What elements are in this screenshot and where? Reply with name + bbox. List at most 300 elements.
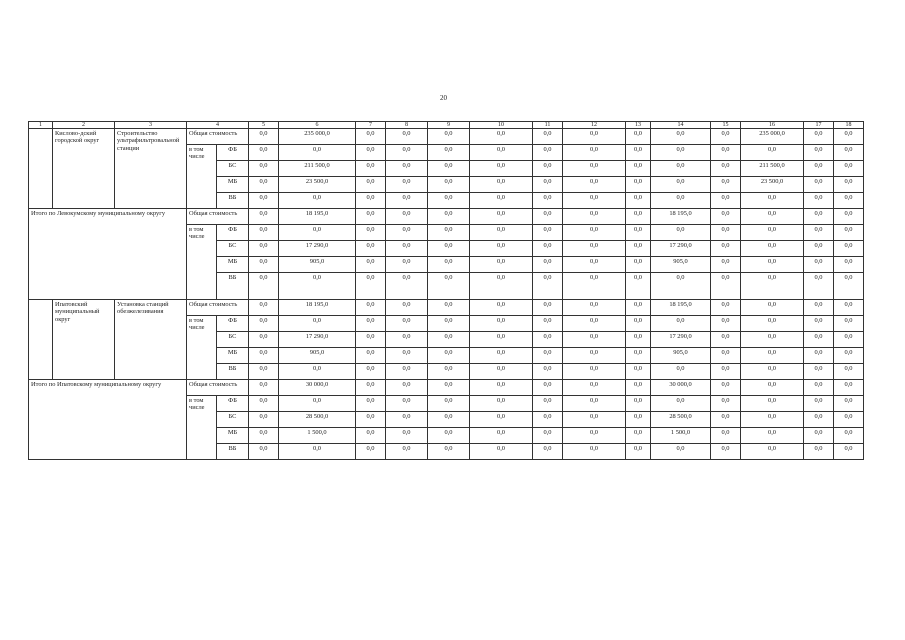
value-cell: 0,0 <box>834 257 864 273</box>
value-cell: 0,0 <box>741 316 804 332</box>
table-body <box>29 122 864 460</box>
value-cell: 0,0 <box>711 273 741 300</box>
value-cell: 0,0 <box>804 209 834 225</box>
value-cell: 17 290,0 <box>651 241 711 257</box>
value-cell: 0,0 <box>834 145 864 161</box>
value-cell: 0,0 <box>386 364 428 380</box>
value-cell: 0,0 <box>428 193 470 209</box>
value-cell: 0,0 <box>834 428 864 444</box>
value-cell: 0,0 <box>356 145 386 161</box>
value-cell: 0,0 <box>249 241 279 257</box>
value-cell: 0,0 <box>626 428 651 444</box>
value-cell: 0,0 <box>834 332 864 348</box>
value-cell: 0,0 <box>279 145 356 161</box>
value-cell: 0,0 <box>741 193 804 209</box>
value-cell: 0,0 <box>428 273 470 300</box>
value-cell: 0,0 <box>533 177 563 193</box>
value-cell: 0,0 <box>804 316 834 332</box>
value-cell: 0,0 <box>386 444 428 460</box>
value-cell: 0,0 <box>804 273 834 300</box>
value-cell: 905,0 <box>651 348 711 364</box>
value-cell: 0,0 <box>386 273 428 300</box>
value-cell: 0,0 <box>804 300 834 316</box>
value-cell: 0,0 <box>470 145 533 161</box>
page-number: 20 <box>440 94 447 102</box>
value-cell: 0,0 <box>711 145 741 161</box>
value-cell: 0,0 <box>356 316 386 332</box>
header-cell: 6 <box>279 122 356 129</box>
value-cell: 0,0 <box>804 444 834 460</box>
value-cell: 0,0 <box>533 209 563 225</box>
value-cell: 0,0 <box>834 241 864 257</box>
value-cell: 0,0 <box>651 396 711 412</box>
value-cell: 0,0 <box>741 348 804 364</box>
header-cell: 17 <box>804 122 834 129</box>
value-cell: 0,0 <box>533 428 563 444</box>
source-label: МБ <box>217 177 249 193</box>
value-cell: 0,0 <box>741 428 804 444</box>
value-cell: 0,0 <box>428 241 470 257</box>
header-cell: 8 <box>386 122 428 129</box>
header-cell: 2 <box>53 122 115 129</box>
blank-cell <box>29 129 53 209</box>
value-cell: 0,0 <box>711 193 741 209</box>
value-cell: 0,0 <box>249 380 279 396</box>
value-cell: 0,0 <box>428 161 470 177</box>
value-cell: 0,0 <box>626 348 651 364</box>
value-cell: 0,0 <box>386 145 428 161</box>
source-label: БС <box>217 412 249 428</box>
value-cell: 235 000,0 <box>279 129 356 145</box>
value-cell: 0,0 <box>834 396 864 412</box>
value-cell: 0,0 <box>711 364 741 380</box>
header-cell: 18 <box>834 122 864 129</box>
value-cell: 0,0 <box>356 257 386 273</box>
value-cell: 0,0 <box>711 396 741 412</box>
value-cell: 0,0 <box>563 161 626 177</box>
value-cell: 0,0 <box>428 348 470 364</box>
value-cell: 0,0 <box>563 145 626 161</box>
value-cell: 0,0 <box>563 225 626 241</box>
value-cell: 0,0 <box>279 273 356 300</box>
value-cell: 0,0 <box>626 209 651 225</box>
value-cell: 0,0 <box>249 177 279 193</box>
value-cell: 0,0 <box>470 444 533 460</box>
value-cell: 0,0 <box>741 209 804 225</box>
value-cell: 0,0 <box>533 273 563 300</box>
value-cell: 0,0 <box>428 428 470 444</box>
value-cell: 0,0 <box>563 193 626 209</box>
source-label: ВБ <box>217 193 249 209</box>
value-cell: 0,0 <box>249 412 279 428</box>
value-cell: 0,0 <box>356 193 386 209</box>
value-cell: 0,0 <box>533 300 563 316</box>
source-label: ФБ <box>217 225 249 241</box>
value-cell: 0,0 <box>804 348 834 364</box>
value-cell: 0,0 <box>386 193 428 209</box>
value-cell: 0,0 <box>711 300 741 316</box>
value-cell: 0,0 <box>428 380 470 396</box>
value-cell: 0,0 <box>386 348 428 364</box>
value-cell: 0,0 <box>279 364 356 380</box>
value-cell: 0,0 <box>741 332 804 348</box>
value-cell: 0,0 <box>651 193 711 209</box>
value-cell: 0,0 <box>249 348 279 364</box>
value-cell: 0,0 <box>651 177 711 193</box>
value-cell: 0,0 <box>386 241 428 257</box>
including-label: в том числе <box>187 396 217 460</box>
value-cell: 0,0 <box>651 316 711 332</box>
total-cost-label: Общая стоимость <box>187 209 249 225</box>
value-cell: 0,0 <box>470 177 533 193</box>
source-label: МБ <box>217 348 249 364</box>
value-cell: 0,0 <box>626 273 651 300</box>
value-cell: 0,0 <box>804 145 834 161</box>
value-cell: 0,0 <box>711 177 741 193</box>
value-cell: 0,0 <box>711 225 741 241</box>
value-cell: 0,0 <box>741 145 804 161</box>
value-cell: 0,0 <box>563 428 626 444</box>
value-cell: 18 195,0 <box>279 300 356 316</box>
value-cell: 0,0 <box>834 225 864 241</box>
value-cell: 28 500,0 <box>279 412 356 428</box>
value-cell: 0,0 <box>249 225 279 241</box>
value-cell: 0,0 <box>711 129 741 145</box>
value-cell: 0,0 <box>626 129 651 145</box>
value-cell: 0,0 <box>741 257 804 273</box>
header-cell: 3 <box>115 122 187 129</box>
value-cell: 0,0 <box>249 193 279 209</box>
header-cell: 16 <box>741 122 804 129</box>
value-cell: 0,0 <box>386 300 428 316</box>
value-cell: 0,0 <box>533 380 563 396</box>
value-cell: 0,0 <box>711 428 741 444</box>
including-label: в том числе <box>187 316 217 380</box>
value-cell: 0,0 <box>711 161 741 177</box>
value-cell: 0,0 <box>563 412 626 428</box>
value-cell: 0,0 <box>563 348 626 364</box>
value-cell: 0,0 <box>356 332 386 348</box>
source-label: ВБ <box>217 273 249 300</box>
value-cell: 0,0 <box>533 444 563 460</box>
value-cell: 0,0 <box>386 225 428 241</box>
value-cell: 0,0 <box>356 161 386 177</box>
value-cell: 0,0 <box>626 241 651 257</box>
value-cell: 0,0 <box>804 364 834 380</box>
value-cell: 0,0 <box>711 209 741 225</box>
value-cell: 0,0 <box>804 428 834 444</box>
value-cell: 0,0 <box>356 129 386 145</box>
value-cell: 0,0 <box>533 225 563 241</box>
value-cell: 0,0 <box>428 145 470 161</box>
value-cell: 0,0 <box>651 273 711 300</box>
value-cell: 0,0 <box>470 129 533 145</box>
value-cell: 0,0 <box>834 273 864 300</box>
blank-cell <box>29 300 53 380</box>
value-cell: 0,0 <box>428 209 470 225</box>
value-cell: 0,0 <box>470 348 533 364</box>
value-cell: 0,0 <box>386 316 428 332</box>
value-cell: 0,0 <box>533 241 563 257</box>
value-cell: 0,0 <box>626 300 651 316</box>
value-cell: 0,0 <box>533 193 563 209</box>
value-cell: 0,0 <box>386 177 428 193</box>
value-cell: 0,0 <box>804 380 834 396</box>
header-cell: 11 <box>533 122 563 129</box>
value-cell: 0,0 <box>626 193 651 209</box>
value-cell: 0,0 <box>356 300 386 316</box>
source-label: БС <box>217 161 249 177</box>
value-cell: 0,0 <box>533 316 563 332</box>
value-cell: 0,0 <box>711 332 741 348</box>
value-cell: 0,0 <box>249 273 279 300</box>
value-cell: 0,0 <box>428 225 470 241</box>
value-cell: 0,0 <box>249 332 279 348</box>
value-cell: 0,0 <box>470 332 533 348</box>
value-cell: 0,0 <box>533 257 563 273</box>
value-cell: 0,0 <box>470 396 533 412</box>
value-cell: 0,0 <box>249 129 279 145</box>
value-cell: 0,0 <box>470 300 533 316</box>
source-label: ФБ <box>217 396 249 412</box>
value-cell: 0,0 <box>834 380 864 396</box>
total-label: Итого по Левокумскому муниципальному округу <box>29 209 187 300</box>
value-cell: 0,0 <box>470 364 533 380</box>
table-row <box>29 209 864 225</box>
value-cell: 0,0 <box>533 412 563 428</box>
total-cost-label: Общая стоимость <box>187 129 249 145</box>
value-cell: 0,0 <box>428 300 470 316</box>
value-cell: 211 500,0 <box>741 161 804 177</box>
value-cell: 0,0 <box>249 300 279 316</box>
value-cell: 0,0 <box>741 380 804 396</box>
source-label: МБ <box>217 428 249 444</box>
value-cell: 0,0 <box>711 348 741 364</box>
value-cell: 0,0 <box>741 273 804 300</box>
value-cell: 0,0 <box>834 316 864 332</box>
header-cell: 12 <box>563 122 626 129</box>
value-cell: 0,0 <box>356 273 386 300</box>
source-label: ФБ <box>217 145 249 161</box>
value-cell: 0,0 <box>279 396 356 412</box>
value-cell: 0,0 <box>428 129 470 145</box>
header-cell: 4 <box>187 122 249 129</box>
value-cell: 17 290,0 <box>651 332 711 348</box>
value-cell: 0,0 <box>533 364 563 380</box>
value-cell: 28 500,0 <box>651 412 711 428</box>
value-cell: 0,0 <box>356 444 386 460</box>
value-cell: 0,0 <box>804 257 834 273</box>
including-label: в том числе <box>187 145 217 209</box>
value-cell: 0,0 <box>428 412 470 428</box>
value-cell: 0,0 <box>834 412 864 428</box>
value-cell: 0,0 <box>563 129 626 145</box>
value-cell: 0,0 <box>563 257 626 273</box>
value-cell: 0,0 <box>470 412 533 428</box>
header-row <box>29 122 864 129</box>
value-cell: 0,0 <box>386 428 428 444</box>
value-cell: 0,0 <box>428 332 470 348</box>
value-cell: 0,0 <box>563 177 626 193</box>
district-name: Ипатовский муниципальный округ <box>53 300 115 380</box>
value-cell: 0,0 <box>563 316 626 332</box>
value-cell: 0,0 <box>711 380 741 396</box>
value-cell: 0,0 <box>428 177 470 193</box>
table-row <box>29 380 864 396</box>
value-cell: 18 195,0 <box>651 209 711 225</box>
value-cell: 0,0 <box>249 209 279 225</box>
value-cell: 0,0 <box>470 193 533 209</box>
value-cell: 0,0 <box>741 412 804 428</box>
value-cell: 0,0 <box>626 177 651 193</box>
value-cell: 23 500,0 <box>279 177 356 193</box>
value-cell: 0,0 <box>386 412 428 428</box>
value-cell: 0,0 <box>651 225 711 241</box>
value-cell: 0,0 <box>470 257 533 273</box>
header-cell: 10 <box>470 122 533 129</box>
value-cell: 905,0 <box>279 348 356 364</box>
value-cell: 0,0 <box>386 257 428 273</box>
source-label: ВБ <box>217 364 249 380</box>
value-cell: 0,0 <box>356 241 386 257</box>
source-label: БС <box>217 241 249 257</box>
value-cell: 0,0 <box>470 225 533 241</box>
value-cell: 1 500,0 <box>279 428 356 444</box>
source-label: МБ <box>217 257 249 273</box>
value-cell: 0,0 <box>711 444 741 460</box>
value-cell: 23 500,0 <box>741 177 804 193</box>
table-row <box>29 129 864 145</box>
value-cell: 0,0 <box>804 129 834 145</box>
value-cell: 0,0 <box>563 380 626 396</box>
value-cell: 0,0 <box>626 412 651 428</box>
value-cell: 0,0 <box>563 273 626 300</box>
value-cell: 0,0 <box>563 332 626 348</box>
source-label: ВБ <box>217 444 249 460</box>
project-name: Строительство ультрафильтровальной станции <box>115 129 187 209</box>
header-cell: 9 <box>428 122 470 129</box>
value-cell: 0,0 <box>470 380 533 396</box>
value-cell: 0,0 <box>386 396 428 412</box>
value-cell: 0,0 <box>741 396 804 412</box>
project-name: Установка станций обезжелезивания <box>115 300 187 380</box>
value-cell: 0,0 <box>711 241 741 257</box>
total-cost-label: Общая стоимость <box>187 300 249 316</box>
value-cell: 0,0 <box>804 396 834 412</box>
value-cell: 0,0 <box>711 316 741 332</box>
value-cell: 0,0 <box>563 241 626 257</box>
value-cell: 0,0 <box>834 348 864 364</box>
value-cell: 0,0 <box>249 396 279 412</box>
value-cell: 0,0 <box>470 428 533 444</box>
total-label: Итого по Ипатовскому муниципальному округу <box>29 380 187 460</box>
header-cell: 5 <box>249 122 279 129</box>
value-cell: 0,0 <box>279 316 356 332</box>
value-cell: 235 000,0 <box>741 129 804 145</box>
value-cell: 0,0 <box>804 412 834 428</box>
value-cell: 0,0 <box>428 364 470 380</box>
value-cell: 0,0 <box>626 364 651 380</box>
value-cell: 0,0 <box>834 177 864 193</box>
value-cell: 0,0 <box>563 300 626 316</box>
value-cell: 0,0 <box>279 444 356 460</box>
value-cell: 0,0 <box>249 161 279 177</box>
value-cell: 0,0 <box>626 380 651 396</box>
value-cell: 0,0 <box>356 209 386 225</box>
value-cell: 0,0 <box>533 348 563 364</box>
value-cell: 0,0 <box>249 145 279 161</box>
value-cell: 0,0 <box>533 129 563 145</box>
value-cell: 0,0 <box>626 161 651 177</box>
value-cell: 0,0 <box>249 364 279 380</box>
value-cell: 0,0 <box>249 444 279 460</box>
value-cell: 0,0 <box>356 177 386 193</box>
value-cell: 0,0 <box>626 225 651 241</box>
value-cell: 0,0 <box>626 316 651 332</box>
value-cell: 0,0 <box>651 444 711 460</box>
budget-table <box>28 121 864 460</box>
value-cell: 0,0 <box>533 396 563 412</box>
value-cell: 0,0 <box>563 396 626 412</box>
value-cell: 17 290,0 <box>279 332 356 348</box>
value-cell: 0,0 <box>470 161 533 177</box>
value-cell: 0,0 <box>651 129 711 145</box>
value-cell: 0,0 <box>533 145 563 161</box>
value-cell: 0,0 <box>741 225 804 241</box>
value-cell: 30 000,0 <box>279 380 356 396</box>
value-cell: 0,0 <box>249 257 279 273</box>
value-cell: 0,0 <box>563 209 626 225</box>
value-cell: 0,0 <box>804 225 834 241</box>
value-cell: 0,0 <box>386 129 428 145</box>
value-cell: 0,0 <box>711 412 741 428</box>
value-cell: 0,0 <box>356 412 386 428</box>
value-cell: 0,0 <box>651 161 711 177</box>
value-cell: 0,0 <box>834 129 864 145</box>
value-cell: 0,0 <box>356 396 386 412</box>
value-cell: 0,0 <box>651 364 711 380</box>
value-cell: 0,0 <box>533 332 563 348</box>
value-cell: 0,0 <box>428 396 470 412</box>
value-cell: 0,0 <box>470 316 533 332</box>
value-cell: 0,0 <box>470 241 533 257</box>
value-cell: 905,0 <box>651 257 711 273</box>
value-cell: 0,0 <box>563 364 626 380</box>
value-cell: 0,0 <box>741 444 804 460</box>
value-cell: 0,0 <box>741 364 804 380</box>
value-cell: 0,0 <box>834 300 864 316</box>
value-cell: 18 195,0 <box>279 209 356 225</box>
value-cell: 0,0 <box>563 444 626 460</box>
value-cell: 0,0 <box>533 161 563 177</box>
value-cell: 0,0 <box>834 161 864 177</box>
value-cell: 0,0 <box>386 161 428 177</box>
value-cell: 211 500,0 <box>279 161 356 177</box>
value-cell: 0,0 <box>834 193 864 209</box>
value-cell: 0,0 <box>470 209 533 225</box>
value-cell: 0,0 <box>741 300 804 316</box>
value-cell: 0,0 <box>249 316 279 332</box>
value-cell: 0,0 <box>741 241 804 257</box>
value-cell: 17 290,0 <box>279 241 356 257</box>
header-cell: 7 <box>356 122 386 129</box>
header-cell: 1 <box>29 122 53 129</box>
value-cell: 0,0 <box>279 225 356 241</box>
value-cell: 0,0 <box>626 396 651 412</box>
value-cell: 0,0 <box>386 380 428 396</box>
value-cell: 0,0 <box>626 444 651 460</box>
value-cell: 0,0 <box>804 332 834 348</box>
